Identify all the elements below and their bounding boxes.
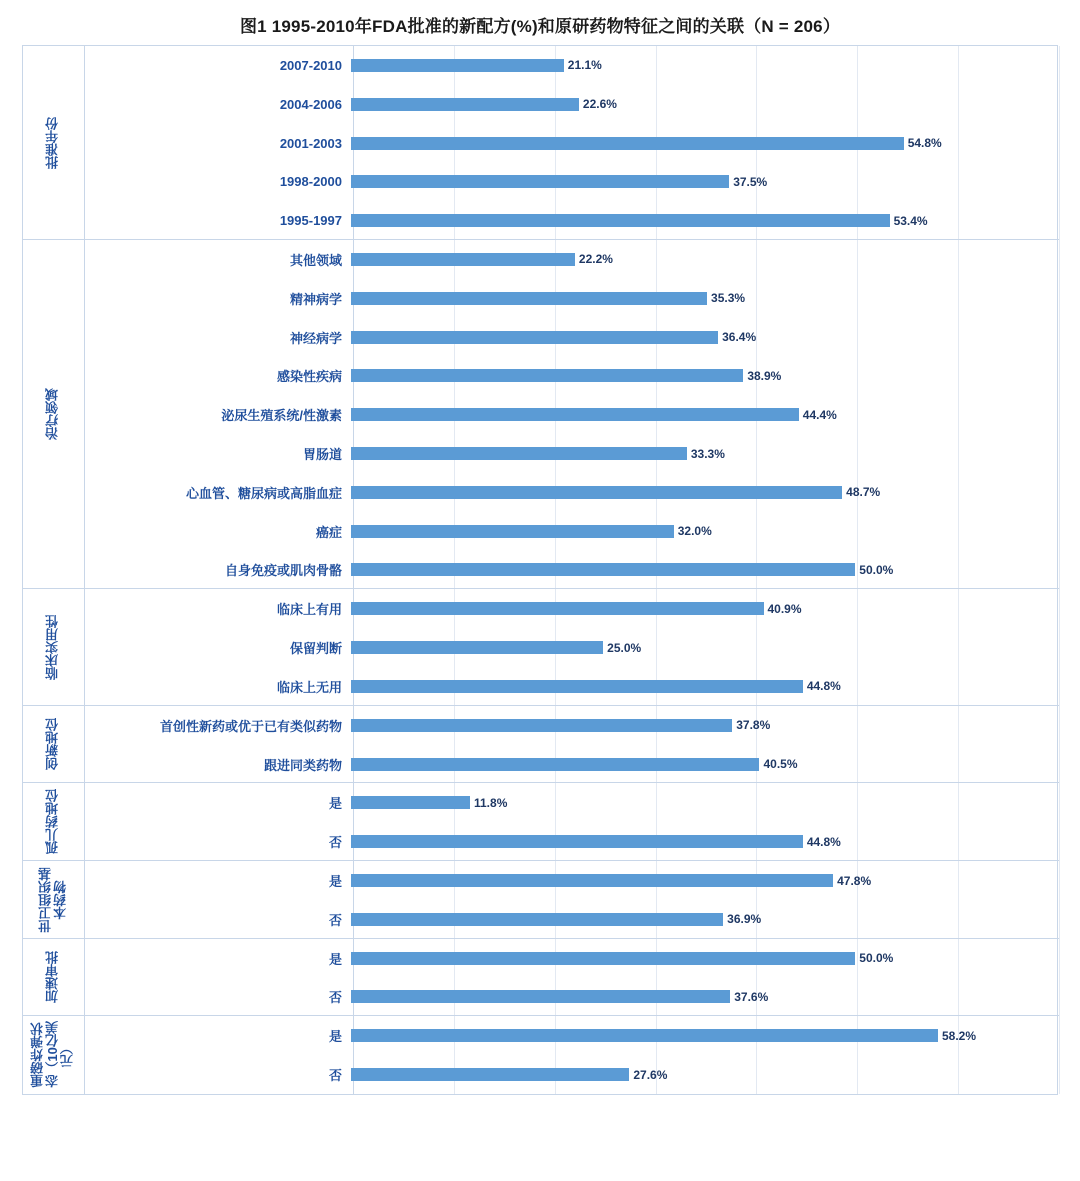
bar-value-label: 38.9% (747, 368, 782, 383)
bar-area (351, 279, 1059, 318)
category-label: 其他领域 (289, 252, 342, 268)
group-band (23, 783, 1059, 861)
chart-row (85, 318, 1059, 357)
group-label: 重磅炸弹状态（10亿美元） (30, 1021, 75, 1089)
bar (351, 1028, 977, 1043)
bar-value-label: 25.0% (607, 640, 642, 655)
bar-value-label: 58.2% (941, 1028, 977, 1043)
bar (351, 951, 894, 966)
group-rows (85, 706, 1059, 783)
group-label: 世卫组织基本药物 (37, 866, 68, 932)
bar (351, 679, 841, 694)
chart-row (85, 551, 1059, 590)
group-band (23, 240, 1059, 589)
bar (351, 989, 769, 1004)
chart-row (85, 900, 1059, 939)
bar-area (351, 706, 1059, 745)
group-label: 创新地位 (45, 718, 61, 771)
category-label: 临床上有用 (276, 602, 342, 618)
group-rows (85, 240, 1059, 588)
group-label-cell (23, 240, 85, 588)
bar-area (351, 512, 1059, 551)
bar-area (351, 822, 1059, 861)
bar-area (351, 240, 1059, 279)
group-label-cell (23, 939, 85, 1016)
bar-area (351, 745, 1059, 784)
bar (351, 524, 712, 539)
group-rows (85, 589, 1059, 704)
bar (351, 873, 872, 888)
bar-area (351, 1016, 1059, 1055)
category-label: 1995-1997 (279, 213, 342, 229)
category-label: 神经病学 (289, 330, 342, 346)
plot-area (22, 45, 1058, 1095)
bar-value-label: 22.2% (578, 252, 613, 267)
group-label-cell (23, 783, 85, 860)
category-label: 2004-2006 (279, 96, 342, 112)
chart-row (85, 512, 1059, 551)
category-label: 精神病学 (289, 291, 342, 307)
group-label: 临床实用性 (45, 614, 61, 680)
bar-area (351, 783, 1059, 822)
bar (351, 912, 762, 927)
category-label: 自身免疫或肌肉骨骼 (224, 563, 342, 579)
category-label: 癌症 (315, 524, 342, 540)
chart-row (85, 822, 1059, 861)
bar-value-label: 37.8% (736, 718, 771, 733)
bar (351, 601, 802, 616)
bar-value-label: 37.5% (733, 174, 768, 189)
bar-area (351, 46, 1059, 85)
bar-area (351, 318, 1059, 357)
chart-row (85, 667, 1059, 706)
gridline (1059, 46, 1060, 1094)
chart-row (85, 434, 1059, 473)
bar-area (351, 1055, 1059, 1094)
bar-value-label: 11.8% (474, 795, 508, 810)
bar (351, 640, 642, 655)
chart-row (85, 628, 1059, 667)
group-rows (85, 939, 1059, 1016)
category-label: 否 (328, 1068, 342, 1084)
bar (351, 718, 771, 733)
category-label: 首创性新药或优于已有类似药物 (159, 718, 342, 734)
category-label: 心血管、糖尿病或高脂血症 (185, 485, 342, 501)
category-label: 否 (328, 912, 342, 928)
group-label: 治疗领域 (45, 388, 61, 441)
bar-value-label: 36.4% (722, 330, 757, 345)
bar-value-label: 47.8% (837, 873, 872, 888)
chart-row (85, 473, 1059, 512)
bar (351, 58, 602, 73)
group-label-cell (23, 46, 85, 239)
bar (351, 485, 881, 500)
group-label: 孤儿药地位 (45, 789, 61, 855)
category-label: 是 (328, 796, 342, 812)
bar (351, 834, 841, 849)
category-label: 是 (328, 874, 342, 890)
bar (351, 562, 894, 577)
chart-row (85, 589, 1059, 628)
bar-value-label: 53.4% (893, 213, 928, 228)
chart-row (85, 124, 1059, 163)
chart-row (85, 1055, 1059, 1094)
bar (351, 252, 613, 267)
category-label: 保留判断 (289, 641, 342, 657)
bar-area (351, 434, 1059, 473)
chart-row (85, 978, 1059, 1017)
bar-area (351, 473, 1059, 512)
bar-area (351, 357, 1059, 396)
group-band (23, 46, 1059, 240)
bar-area (351, 861, 1059, 900)
bar-area (351, 978, 1059, 1017)
group-band (23, 589, 1059, 705)
bar (351, 407, 837, 422)
group-label: 批准年份 (45, 116, 61, 169)
chart-row (85, 861, 1059, 900)
bar (351, 213, 928, 228)
group-label: 加速审批 (45, 951, 61, 1004)
chart-row (85, 279, 1059, 318)
group-rows (85, 861, 1059, 938)
category-label: 1998-2000 (279, 174, 342, 190)
bar-value-label: 40.5% (763, 757, 798, 772)
group-band (23, 1016, 1059, 1094)
bar-value-label: 22.6% (582, 97, 617, 112)
category-label: 是 (328, 951, 342, 967)
bar (351, 291, 746, 306)
category-label: 泌尿生殖系统/性激素 (221, 408, 342, 424)
bar (351, 446, 725, 461)
bar-value-label: 32.0% (677, 524, 712, 539)
group-label-cell (23, 706, 85, 783)
group-rows (85, 783, 1059, 860)
bar-value-label: 50.0% (859, 951, 894, 966)
bar-value-label: 54.8% (907, 136, 942, 151)
category-label: 否 (328, 835, 342, 851)
bar-value-label: 44.4% (802, 407, 837, 422)
bar-area (351, 628, 1059, 667)
bar-value-label: 44.8% (806, 679, 841, 694)
bar (351, 97, 617, 112)
bar-value-label: 21.1% (567, 58, 602, 73)
bar-value-label: 35.3% (711, 291, 746, 306)
bar (351, 1067, 668, 1082)
category-label: 2007-2010 (279, 57, 342, 73)
chart-row (85, 357, 1059, 396)
bar (351, 174, 768, 189)
category-label: 胃肠道 (302, 447, 342, 463)
chart-row (85, 201, 1059, 240)
bar (351, 368, 782, 383)
chart-row (85, 939, 1059, 978)
category-label: 否 (328, 990, 342, 1006)
group-band (23, 861, 1059, 939)
bar-area (351, 900, 1059, 939)
chart-row (85, 745, 1059, 784)
chart-row (85, 240, 1059, 279)
chart-row (85, 395, 1059, 434)
bar-area (351, 667, 1059, 706)
category-label: 跟进同类药物 (263, 757, 342, 773)
group-label-cell (23, 589, 85, 704)
chart-row (85, 706, 1059, 745)
bar (351, 136, 942, 151)
bar-value-label: 40.9% (767, 601, 802, 616)
chart-row (85, 162, 1059, 201)
category-label: 2001-2003 (279, 135, 342, 151)
bar-value-label: 37.6% (734, 989, 769, 1004)
bar (351, 757, 798, 772)
category-label: 是 (328, 1029, 342, 1045)
chart-row (85, 1016, 1059, 1055)
bar-value-label: 50.0% (859, 562, 894, 577)
bar-area (351, 939, 1059, 978)
bar-value-label: 48.7% (846, 485, 881, 500)
group-rows (85, 46, 1059, 239)
bar-area (351, 589, 1059, 628)
bar (351, 330, 757, 345)
page-title: 图1 1995-2010年FDA批准的新配方(%)和原研药物特征之间的关联（N = 206） (239, 17, 841, 36)
bar-value-label: 33.3% (690, 446, 725, 461)
group-rows (85, 1016, 1059, 1094)
bar-area (351, 201, 1059, 240)
group-band (23, 939, 1059, 1017)
bar-area (351, 124, 1059, 163)
chart-row (85, 85, 1059, 124)
category-label: 临床上无用 (276, 679, 342, 695)
bar-value-label: 44.8% (806, 834, 841, 849)
bar-area (351, 395, 1059, 434)
bar-area (351, 85, 1059, 124)
group-band (23, 706, 1059, 784)
bar-value-label: 27.6% (633, 1067, 668, 1082)
chart-row (85, 46, 1059, 85)
bar-area (351, 162, 1059, 201)
bar (351, 795, 508, 810)
group-label-cell (23, 861, 85, 938)
category-label: 感染性疾病 (276, 369, 342, 385)
bar-value-label: 36.9% (727, 912, 762, 927)
group-label-cell (23, 1016, 85, 1094)
chart-row (85, 783, 1059, 822)
bar-area (351, 551, 1059, 590)
